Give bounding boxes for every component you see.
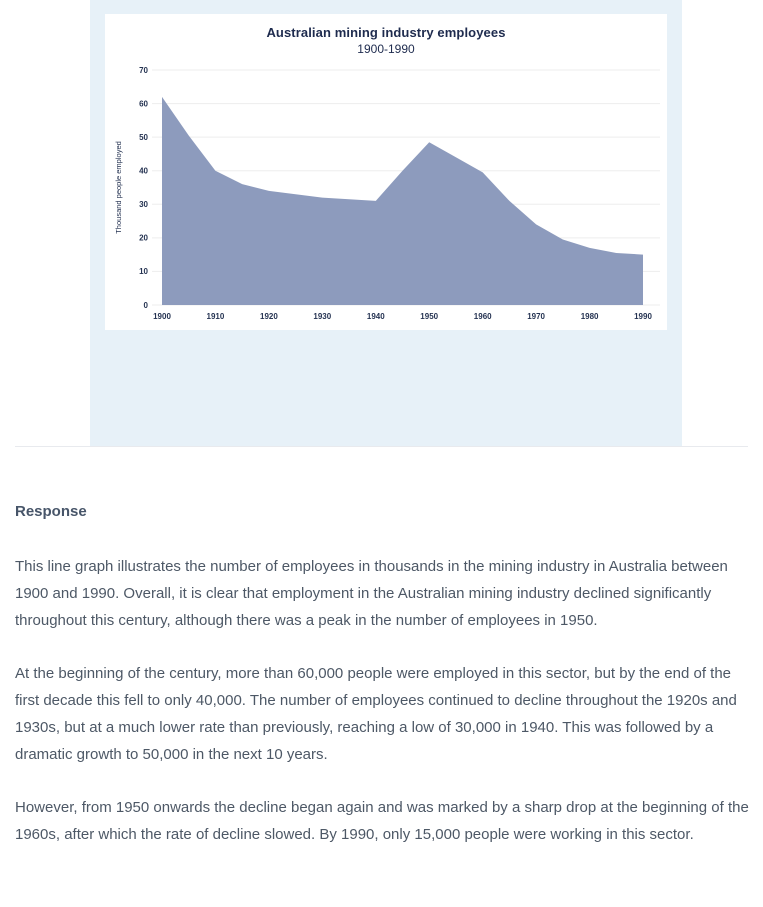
x-tick-label: 1930	[313, 312, 332, 321]
x-tick-label: 1950	[420, 312, 439, 321]
area-series	[162, 97, 643, 305]
y-axis-title: Thousand people employed	[114, 141, 123, 234]
y-tick-label: 10	[139, 267, 148, 277]
chart-subtitle: 1900-1990	[357, 42, 415, 56]
chart-title: Australian mining industry employees	[266, 25, 506, 40]
y-tick-label: 20	[139, 233, 148, 243]
y-tick-label: 60	[139, 99, 148, 109]
response-paragraph-1: This line graph illustrates the number of employees in thousands in the mining industry in Australia between 1900 and 1990. Overall, it is clear that employment in the Australian mining industry declined significantly throughout this century, although there was a peak in the number of employees in 1950.	[15, 558, 728, 629]
x-tick-label: 1900	[153, 312, 171, 321]
y-tick-label: 0	[143, 300, 148, 310]
y-tick-label: 30	[139, 200, 148, 210]
response-paragraph-3: However, from 1950 onwards the decline began again and was marked by a sharp drop at the beginning of the 1960s, after which the rate of decline slowed. By 1990, only 15,000 people were working in this sector.	[15, 799, 749, 843]
x-tick-label: 1920	[260, 312, 278, 321]
x-tick-label: 1910	[206, 312, 225, 321]
x-tick-label: 1940	[366, 312, 385, 321]
response-section	[0, 447, 763, 848]
y-tick-label: 70	[139, 65, 148, 75]
x-tick-label: 1970	[527, 312, 545, 321]
y-tick-label: 50	[139, 132, 148, 142]
x-tick-label: 1990	[634, 312, 652, 321]
y-tick-label: 40	[139, 166, 148, 176]
response-heading: Response	[15, 503, 87, 520]
x-tick-label: 1980	[580, 312, 599, 321]
mining-employees-area-chart	[105, 14, 667, 330]
chart-card	[105, 14, 667, 330]
chart-panel	[90, 0, 682, 446]
x-tick-label: 1960	[473, 312, 492, 321]
response-paragraph-2: At the beginning of the century, more than 60,000 people were employed in this sector, but by the end of the first decade this fell to only 40,000. The number of employees continued to decline throughout the 1920s and 1930s, but at a much lower rate than previously, reaching a low of 30,000 in 1940. This was followed by a dramatic growth to 50,000 in the next 10 years.	[15, 665, 737, 763]
